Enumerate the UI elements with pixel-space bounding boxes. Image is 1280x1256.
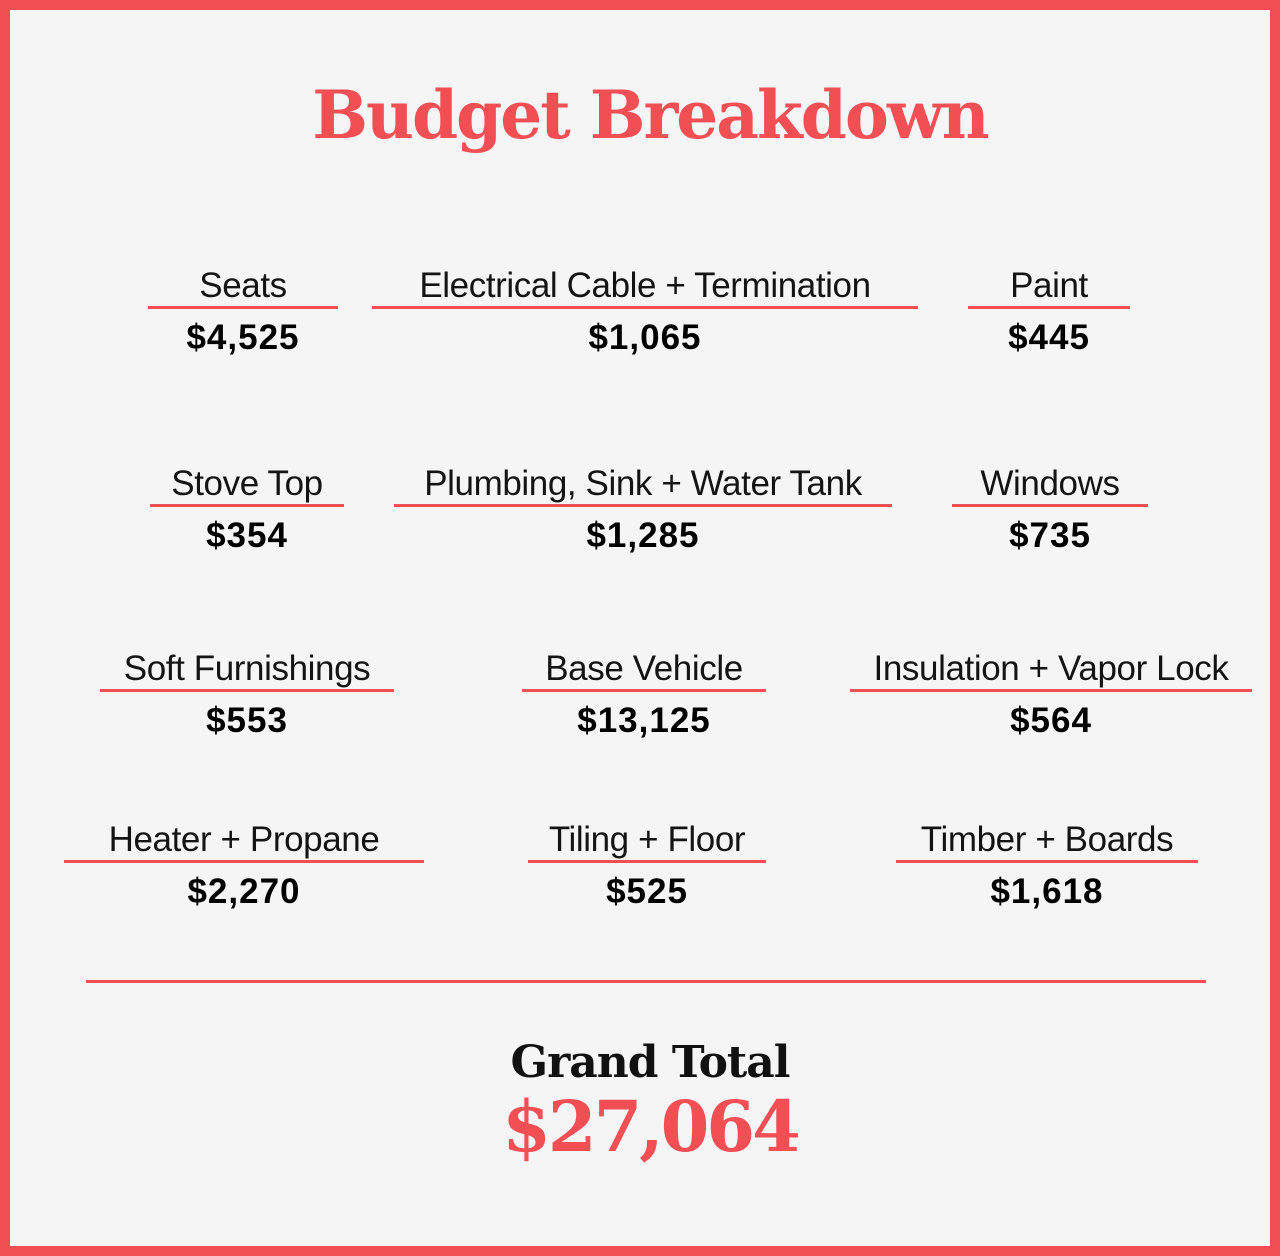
item-amount: $553: [206, 701, 288, 740]
page-title: Budget Breakdown: [312, 76, 988, 154]
item-label: Tiling + Floor: [548, 820, 746, 859]
item-label: Seats: [199, 266, 287, 305]
budget-item-stove-top: [150, 466, 344, 553]
budget-item-timber: [896, 822, 1198, 909]
item-label: Stove Top: [171, 464, 323, 503]
item-underline: [64, 860, 424, 863]
item-underline: [896, 860, 1198, 863]
item-amount: $445: [1008, 318, 1090, 357]
item-amount: $354: [206, 516, 288, 555]
item-amount: $525: [606, 872, 688, 911]
grand-total-amount: $27,064: [502, 1085, 798, 1168]
item-amount: $564: [1010, 701, 1092, 740]
item-underline: [952, 504, 1148, 507]
item-amount: $1,065: [588, 318, 702, 357]
budget-item-soft-furnishings: [100, 651, 394, 738]
item-amount: $1,285: [586, 516, 700, 555]
item-underline: [372, 306, 918, 309]
item-underline: [394, 504, 892, 507]
item-underline: [148, 306, 338, 309]
item-label: Insulation + Vapor Lock: [873, 649, 1229, 688]
item-label: Soft Furnishings: [123, 649, 371, 688]
item-amount: $13,125: [577, 701, 711, 740]
item-label: Heater + Propane: [108, 820, 380, 859]
item-label: Windows: [980, 464, 1120, 503]
item-underline: [100, 689, 394, 692]
grand-total-label: Grand Total: [510, 1037, 790, 1088]
budget-item-insulation: [850, 651, 1252, 738]
budget-item-heater: [64, 822, 424, 909]
budget-item-base-vehicle: [522, 651, 766, 738]
item-underline: [528, 860, 766, 863]
total-divider: [86, 980, 1206, 983]
item-underline: [522, 689, 766, 692]
item-label: Timber + Boards: [920, 820, 1174, 859]
item-label: Plumbing, Sink + Water Tank: [424, 464, 862, 503]
item-underline: [968, 306, 1130, 309]
budget-item-plumbing: [394, 466, 892, 553]
budget-item-paint: [968, 268, 1130, 355]
item-amount: $1,618: [990, 872, 1104, 911]
budget-item-seats: [148, 268, 338, 355]
item-label: Base Vehicle: [545, 649, 743, 688]
item-amount: $735: [1009, 516, 1091, 555]
item-amount: $4,525: [186, 318, 300, 357]
item-label: Paint: [1010, 266, 1088, 305]
budget-item-electrical: [372, 268, 918, 355]
item-underline: [150, 504, 344, 507]
budget-item-tiling: [528, 822, 766, 909]
budget-item-windows: [952, 466, 1148, 553]
item-label: Electrical Cable + Termination: [419, 266, 871, 305]
item-amount: $2,270: [187, 872, 301, 911]
item-underline: [850, 689, 1252, 692]
